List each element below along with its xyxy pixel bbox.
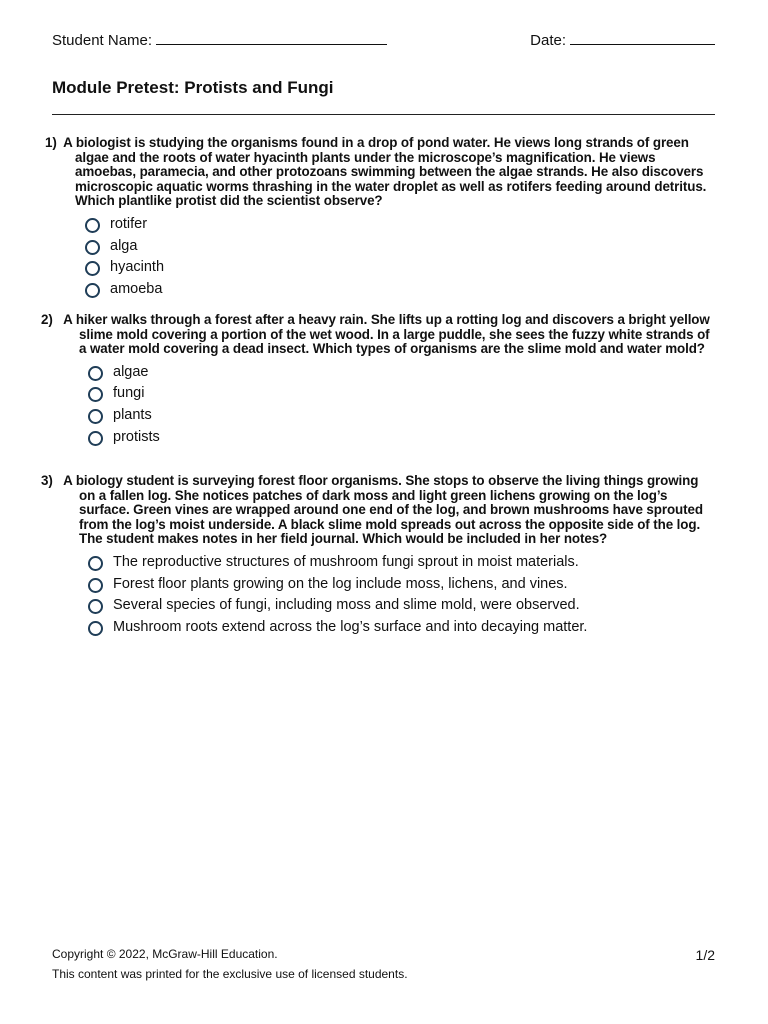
question-2-option-c[interactable]: [60, 406, 718, 428]
question-1: [45, 135, 718, 302]
question-2-option-b[interactable]: [60, 384, 718, 406]
question-2-text: 2) A hiker walks through a forest after a heavy rain. She lifts up a rotting log and discovers a bright yellow slime mold covering a portion of the wet wood. In a large puddle, she sees the fuzzy white strands of a water mold covering a dead insect. Which types of organisms are the slime mold and water mold?: [41, 312, 710, 357]
radio-button-icon[interactable]: [88, 621, 103, 636]
option-label: plants: [113, 407, 152, 424]
question-2: [41, 312, 718, 450]
date-field[interactable]: [530, 30, 715, 51]
radio-button-icon[interactable]: [88, 431, 103, 446]
option-label: algae: [113, 363, 149, 380]
option-label: amoeba: [110, 281, 163, 298]
radio-button-icon[interactable]: [88, 387, 103, 402]
title-divider: [52, 114, 715, 115]
copyright-text: Copyright © 2022, McGraw-Hill Education.: [52, 947, 278, 961]
question-3-option-b[interactable]: [60, 575, 718, 597]
option-label: Forest floor plants growing on the log include moss, lichens, and vines.: [113, 575, 568, 592]
question-1-option-d[interactable]: [60, 280, 718, 302]
option-label: Mushroom roots extend across the log’s surface and into decaying matter.: [113, 619, 588, 636]
radio-button-icon[interactable]: [85, 240, 100, 255]
option-label: hyacinth: [110, 259, 165, 276]
radio-button-icon[interactable]: [85, 283, 100, 298]
student-header: [52, 30, 715, 52]
radio-button-icon[interactable]: [85, 218, 100, 233]
date-label: Date:: [530, 32, 566, 49]
radio-button-icon[interactable]: [85, 261, 100, 276]
option-label: protists: [113, 428, 160, 445]
question-1-option-a[interactable]: [60, 215, 718, 237]
question-3-options: [60, 553, 718, 640]
radio-button-icon[interactable]: [88, 556, 103, 571]
radio-button-icon[interactable]: [88, 599, 103, 614]
option-label: fungi: [113, 385, 145, 402]
radio-button-icon[interactable]: [88, 366, 103, 381]
question-3-text: 3) A biology student is surveying forest floor organisms. She stops to observe the living things growing on a fallen log. She notices patches of dark moss and light green lichens growing on the log’s surface. Green vines are wrapped around one end of the log, and brown mushrooms have sprouted from the log’s moist underside. A black slime mold spreads out across the opposite side of the log. The student makes notes in her field journal. Which would be included in her notes?: [41, 473, 703, 547]
question-3-option-d[interactable]: [60, 618, 718, 640]
option-label: rotifer: [110, 215, 148, 232]
question-2-prompt: A hiker walks through a forest after a heavy rain. She lifts up a rotting log and discovers a bright yellow slime mold covering a portion of the wet wood. In a large puddle, she sees the fuzzy white strands of a water mold covering a dead insect. Which types of organisms are the slime mold and water mold?: [63, 312, 710, 357]
question-2-options: [60, 363, 718, 450]
student-name-label: Student Name:: [52, 32, 153, 49]
radio-button-icon[interactable]: [88, 409, 103, 424]
radio-button-icon[interactable]: [88, 578, 103, 593]
question-1-option-b[interactable]: [60, 237, 718, 259]
question-1-prompt: A biologist is studying the organisms found in a drop of pond water. He views long strands of green algae and the roots of water hyacinth plants under the microscope’s magnification. He views amoebas, paramecia, and other protozoans swimming between the algae strands. He also discovers microscopic aquatic worms thrashing in the water droplet as well as rotifers feeding around detritus. Which plantlike protist did the scientist observe?: [63, 135, 707, 209]
page-number: 1/2: [695, 947, 715, 963]
option-label: Several species of fungi, including moss and slime mold, were observed.: [113, 597, 580, 614]
question-1-option-c[interactable]: [60, 258, 718, 280]
student-name-blank[interactable]: [156, 30, 387, 45]
question-1-text: 1) A biologist is studying the organisms found in a drop of pond water. He views long strands of green algae and the roots of water hyacinth plants under the microscope’s magnification. He views amoebas, paramecia, and other protozoans swimming between the algae strands. He also discovers microscopic aquatic worms thrashing in the water droplet as well as rotifers feeding around detritus. Which plantlike protist did the scientist observe?: [45, 135, 707, 209]
question-3-option-a[interactable]: [60, 553, 718, 575]
student-name-field[interactable]: [52, 30, 387, 51]
option-label: The reproductive structures of mushroom fungi sprout in moist materials.: [113, 553, 579, 570]
question-2-option-a[interactable]: [60, 363, 718, 385]
license-notice: This content was printed for the exclusive use of licensed students.: [52, 967, 408, 981]
question-1-options: [60, 215, 718, 302]
question-3-prompt: A biology student is surveying forest floor organisms. She stops to observe the living things growing on a fallen log. She notices patches of dark moss and light green lichens growing on the log’s surface. Green vines are wrapped around one end of the log, and brown mushrooms have sprouted from the log’s moist underside. A black slime mold spreads out across the opposite side of the log. The student makes notes in her field journal. Which would be included in her notes?: [63, 473, 703, 547]
question-3: [41, 473, 718, 640]
question-2-option-d[interactable]: [60, 428, 718, 450]
date-blank[interactable]: [570, 30, 715, 45]
page-title: Module Pretest: Protists and Fungi: [52, 78, 334, 97]
question-3-option-c[interactable]: [60, 596, 718, 618]
option-label: alga: [110, 237, 138, 254]
